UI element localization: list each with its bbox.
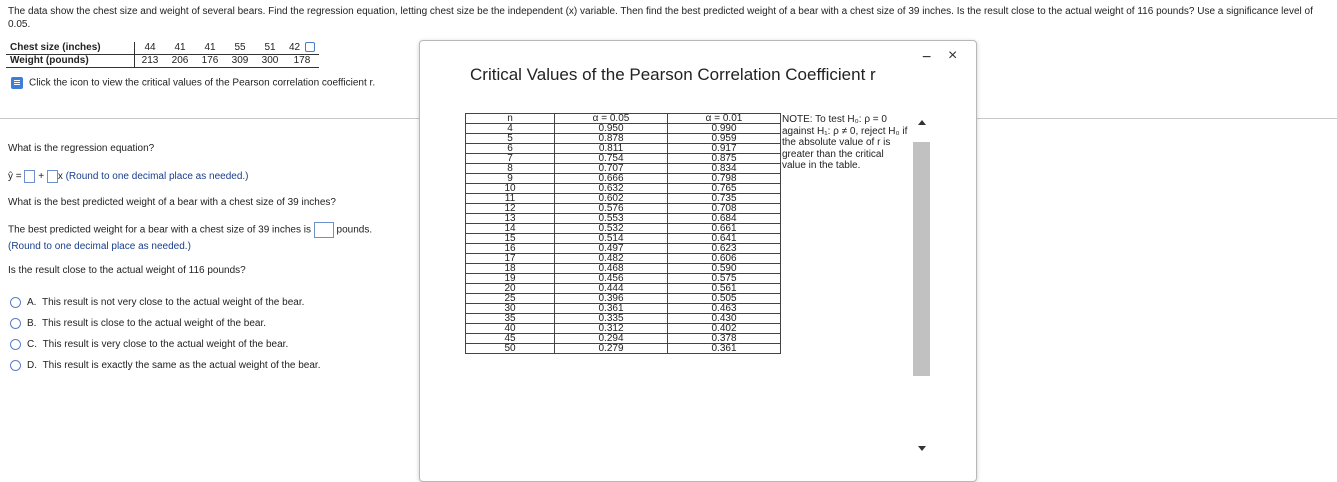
table-cell: 0.576 <box>555 204 668 214</box>
weight-value: 206 <box>165 55 195 68</box>
critical-table-row <box>466 154 781 164</box>
table-cell: 0.798 <box>668 174 781 184</box>
table-cell: 0.430 <box>668 314 781 324</box>
table-cell: 0.514 <box>555 234 668 244</box>
critical-table-row <box>466 264 781 274</box>
table-cell: 0.811 <box>555 144 668 154</box>
scrollbar-thumb[interactable] <box>913 142 930 376</box>
critical-table-row <box>466 344 781 354</box>
table-cell: 40 <box>466 324 555 334</box>
option-d-radio[interactable] <box>10 360 21 371</box>
q2-prompt: What is the best predicted weight of a bear with a chest size of 39 inches? <box>8 197 336 208</box>
table-cell: 17 <box>466 254 555 264</box>
table-cell: 9 <box>466 174 555 184</box>
table-cell: 15 <box>466 234 555 244</box>
critical-table-row <box>466 184 781 194</box>
table-cell: 0.950 <box>555 124 668 134</box>
table-cell: 0.834 <box>668 164 781 174</box>
table-cell: 11 <box>466 194 555 204</box>
table-cell: 0.532 <box>555 224 668 234</box>
table-cell: 0.378 <box>668 334 781 344</box>
weight-value: 309 <box>225 55 255 68</box>
chest-value: 44 <box>135 42 166 55</box>
table-cell: 0.456 <box>555 274 668 284</box>
critical-values-hint: Click the icon to view the critical values of the Pearson correlation coefficient r. <box>11 77 375 89</box>
table-cell: 0.361 <box>555 304 668 314</box>
table-cell: 0.463 <box>668 304 781 314</box>
table-cell: 0.402 <box>668 324 781 334</box>
table-cell: 0.553 <box>555 214 668 224</box>
table-cell: 0.632 <box>555 184 668 194</box>
table-cell: 0.990 <box>668 124 781 134</box>
weight-value: 300 <box>255 55 285 68</box>
critical-table-row <box>466 224 781 234</box>
table-cell: 16 <box>466 244 555 254</box>
yhat-label: ŷ = <box>8 171 22 183</box>
table-cell: 0.590 <box>668 264 781 274</box>
q3-prompt: Is the result close to the actual weight of 116 pounds? <box>8 265 246 276</box>
option-d[interactable]: D. This result is exactly the same as the actual weight of the bear. <box>10 360 320 371</box>
table-cell: 45 <box>466 334 555 344</box>
weight-value: 178 <box>285 55 319 68</box>
critical-table-row <box>466 194 781 204</box>
critical-table-row <box>466 164 781 174</box>
critical-table-row <box>466 254 781 264</box>
table-cell: 6 <box>466 144 555 154</box>
weight-label: Weight (pounds) <box>6 55 135 68</box>
minimize-button[interactable]: − <box>922 49 932 66</box>
table-cell: 0.606 <box>668 254 781 264</box>
table-cell: 0.312 <box>555 324 668 334</box>
table-cell: 0.959 <box>668 134 781 144</box>
column-header: α = 0.01 <box>668 114 781 124</box>
table-cell: 0.765 <box>668 184 781 194</box>
critical-table-row <box>466 124 781 134</box>
table-cell: 0.684 <box>668 214 781 224</box>
table-cell: 0.561 <box>668 284 781 294</box>
scroll-down-arrow-icon[interactable] <box>918 446 926 451</box>
table-cell: 10 <box>466 184 555 194</box>
critical-table-row <box>466 174 781 184</box>
x-label: x <box>57 171 63 183</box>
table-cell: 0.497 <box>555 244 668 254</box>
chest-size-label: Chest size (inches) <box>6 42 135 55</box>
critical-table-row <box>466 134 781 144</box>
table-cell: 0.396 <box>555 294 668 304</box>
table-cell: 35 <box>466 314 555 324</box>
table-cell: 5 <box>466 134 555 144</box>
table-cell: 14 <box>466 224 555 234</box>
table-cell: 0.623 <box>668 244 781 254</box>
critical-table-row <box>466 214 781 224</box>
critical-table-row <box>466 204 781 214</box>
option-a-radio[interactable] <box>10 297 21 308</box>
table-cell: 0.602 <box>555 194 668 204</box>
critical-table-row <box>466 314 781 324</box>
dialog-title: Critical Values of the Pearson Correlation Coefficient r <box>470 65 876 84</box>
table-cell: 12 <box>466 204 555 214</box>
q1-prompt: What is the regression equation? <box>8 143 155 154</box>
table-cell: 0.641 <box>668 234 781 244</box>
table-cell: 0.468 <box>555 264 668 274</box>
table-cell: 0.708 <box>668 204 781 214</box>
option-c[interactable]: C. This result is very close to the actual weight of the bear. <box>10 339 288 350</box>
table-cell: 0.505 <box>668 294 781 304</box>
table-cell: 0.361 <box>668 344 781 354</box>
table-cell: 0.875 <box>668 154 781 164</box>
table-cell: 0.335 <box>555 314 668 324</box>
bear-data-table <box>6 42 319 68</box>
table-cell: 0.294 <box>555 334 668 344</box>
critical-table-row <box>466 244 781 254</box>
critical-table-header <box>466 114 781 124</box>
critical-values-table <box>465 113 781 354</box>
table-cell: 7 <box>466 154 555 164</box>
predicted-weight-prefix: The best predicted weight for a bear with a chest size of 39 inches is <box>8 224 311 236</box>
table-cell: 19 <box>466 274 555 284</box>
critical-table-row <box>466 144 781 154</box>
hypothesis-note: NOTE: To test H₀: ρ = 0 against H₁: ρ ≠ 0, reject H₀ if the absolute value of r is greater than the critical value in the table. <box>782 114 908 171</box>
critical-table-row <box>466 234 781 244</box>
table-cell: 30 <box>466 304 555 314</box>
table-cell: 20 <box>466 284 555 294</box>
weight-value: 213 <box>135 55 166 68</box>
table-cell: 13 <box>466 214 555 224</box>
option-b[interactable]: B. This result is close to the actual weight of the bear. <box>10 318 266 329</box>
chest-value: 51 <box>255 42 285 55</box>
table-cell: 50 <box>466 344 555 354</box>
column-header: α = 0.05 <box>555 114 668 124</box>
chest-value: 55 <box>225 42 255 55</box>
chest-size-row <box>6 42 319 55</box>
table-cell: 4 <box>466 124 555 134</box>
table-cell: 0.735 <box>668 194 781 204</box>
table-cell: 0.878 <box>555 134 668 144</box>
close-button[interactable]: × <box>948 47 958 64</box>
option-a[interactable]: A. This result is not very close to the actual weight of the bear. <box>10 297 304 308</box>
question-text: The data show the chest size and weight of several bears. Find the regression equation, letting chest size be the independent (x) variable. Then find the best predicted weight of a bear with a chest size of 39 inches. Is the result close to the actual weight of 116 pounds? Use a significance level of 0.05. <box>8 6 1313 30</box>
chest-value: 42 <box>285 42 319 55</box>
critical-table-row <box>466 274 781 284</box>
option-b-radio[interactable] <box>10 318 21 329</box>
plus-sign: + <box>38 171 45 183</box>
chest-value: 41 <box>165 42 195 55</box>
scroll-up-arrow-icon[interactable] <box>918 120 926 125</box>
table-cell: 8 <box>466 164 555 174</box>
q2-round-hint: (Round to one decimal place as needed.) <box>8 241 191 252</box>
table-cell: 0.575 <box>668 274 781 284</box>
chest-value: 41 <box>195 42 225 55</box>
table-cell: 25 <box>466 294 555 304</box>
weight-value: 176 <box>195 55 225 68</box>
critical-table-row <box>466 334 781 344</box>
column-header: n <box>466 114 555 124</box>
table-cell: 0.482 <box>555 254 668 264</box>
weight-row <box>6 55 319 68</box>
critical-table-row <box>466 284 781 294</box>
table-cell: 0.917 <box>668 144 781 154</box>
table-cell: 0.661 <box>668 224 781 234</box>
critical-table-row <box>466 324 781 334</box>
critical-values-book-icon[interactable] <box>11 77 23 89</box>
table-cell: 0.666 <box>555 174 668 184</box>
copy-data-icon[interactable] <box>305 42 315 52</box>
table-cell: 0.279 <box>555 344 668 354</box>
critical-table-row <box>466 304 781 314</box>
predicted-weight-input[interactable] <box>314 222 334 238</box>
table-cell: 0.754 <box>555 154 668 164</box>
predicted-weight-suffix: pounds. <box>336 224 373 236</box>
predicted-weight-row <box>8 222 372 238</box>
table-cell: 18 <box>466 264 555 274</box>
intercept-input[interactable] <box>24 170 35 183</box>
q1-round-hint: (Round to one decimal place as needed.) <box>65 171 249 183</box>
critical-table-row <box>466 294 781 304</box>
option-c-radio[interactable] <box>10 339 21 350</box>
table-cell: 0.444 <box>555 284 668 294</box>
slope-input[interactable] <box>47 170 58 183</box>
section-divider-right <box>975 118 1337 119</box>
table-cell: 0.707 <box>555 164 668 174</box>
regression-equation-row <box>8 170 249 183</box>
